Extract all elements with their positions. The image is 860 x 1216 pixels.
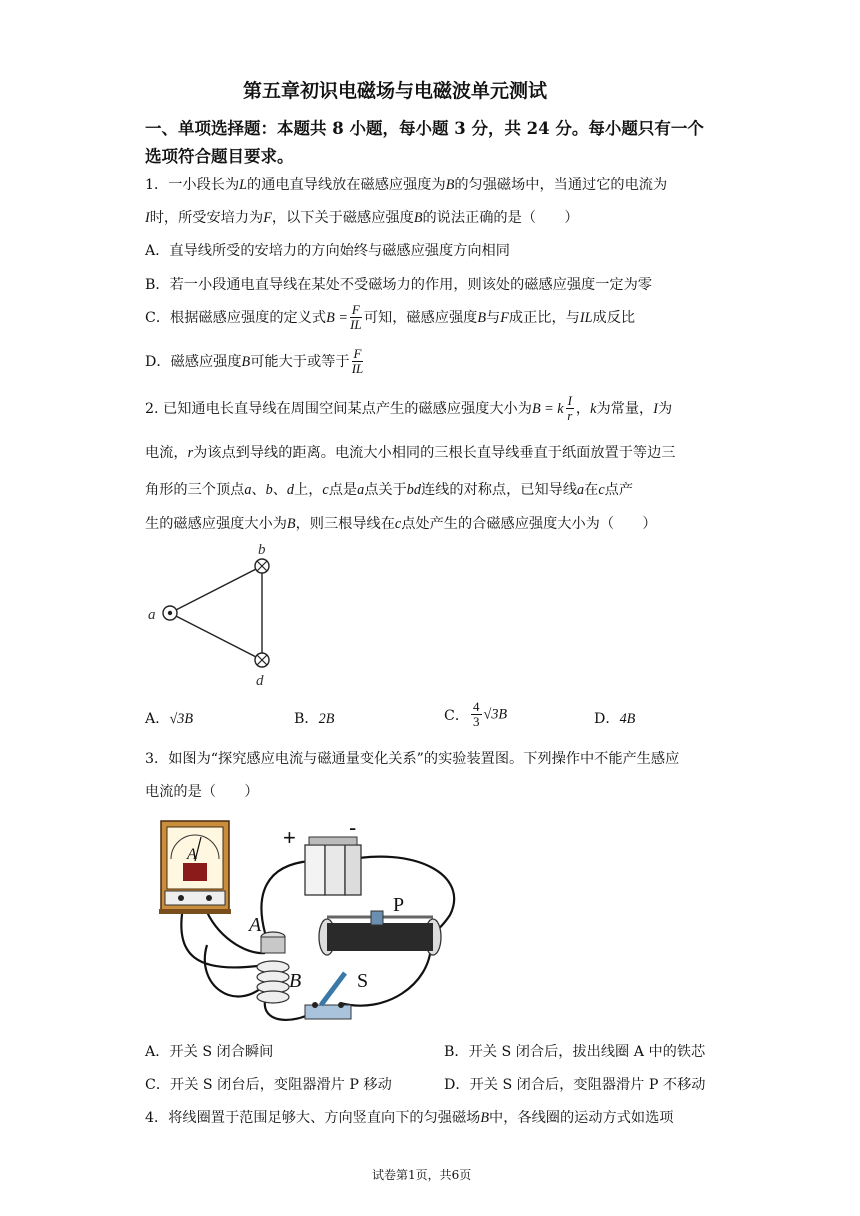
text: 连线的对称点，已知导线	[420, 482, 578, 498]
text: 角形的三个顶点	[145, 482, 245, 498]
text: 、	[251, 482, 266, 498]
fraction-numerator: F	[351, 302, 360, 317]
q3-option-c: C．开关 S 闭台后，变阻器滑片 P 移动	[145, 1077, 392, 1093]
text: 成正比，与	[508, 309, 580, 326]
galvanometer-icon	[159, 821, 231, 914]
wire-a-out-of-page-icon	[163, 606, 177, 620]
text: ，	[575, 400, 591, 417]
text: 成反比	[592, 309, 636, 326]
text: 点处产生的合磁感应强度大小为（ ）	[401, 516, 657, 532]
q2-option-a	[145, 708, 193, 728]
text: ，则三根导线在	[295, 516, 395, 532]
text: 4．将线圈置于范围足够大、方向竖直向下的匀强磁场	[145, 1110, 481, 1126]
coil-icon	[257, 932, 289, 1003]
wire-b-into-page-icon	[255, 559, 269, 573]
fraction-numerator: 4	[473, 699, 480, 714]
var-B: B	[413, 210, 423, 226]
q2-stem-line3	[145, 479, 633, 499]
side-ab	[170, 566, 262, 613]
battery-icon	[305, 837, 361, 895]
text: D．	[594, 711, 620, 727]
var-c: c	[322, 482, 329, 498]
var-b: b	[265, 482, 273, 498]
text: 可知，磁感应强度	[363, 309, 478, 326]
text: B．	[294, 711, 319, 727]
text: 的说法正确的是（ ）	[422, 210, 579, 226]
q2-stem-line1	[145, 394, 672, 424]
equation-lhs: B = k	[531, 400, 564, 417]
text: 电流，	[145, 445, 188, 461]
text: C．根据磁感应强度的定义式	[145, 309, 327, 326]
var-a: a	[244, 482, 252, 498]
q3-stem-line1: 3．如图为“探究感应电流与磁通量变化关系”的实验装置图。下列操作中不能产生感应	[145, 751, 680, 767]
q3-option-a: A．开关 S 闭合瞬间	[145, 1044, 274, 1060]
q1-stem-line1	[145, 174, 667, 194]
var-F: F	[263, 210, 272, 226]
var-r: r	[187, 445, 194, 461]
text: 点是	[328, 482, 358, 498]
text: 点产	[604, 482, 634, 498]
text: 点关于	[364, 482, 407, 498]
text: 在	[584, 482, 599, 498]
equation-lhs: B =	[326, 309, 348, 326]
side-ad	[170, 613, 262, 660]
fraction-i-over-r	[566, 394, 574, 424]
q1-option-d	[145, 347, 365, 377]
var-B: B	[241, 353, 251, 370]
option-value: 2B	[318, 711, 335, 727]
option-value: √3B	[483, 706, 508, 723]
text: A．	[145, 711, 170, 727]
fraction-denominator: 3	[473, 714, 480, 730]
var-c: c	[598, 482, 605, 498]
var-B: B	[445, 177, 455, 193]
switch-label: S	[357, 970, 369, 992]
text: 1．一小段长为	[145, 177, 240, 193]
q2-option-c	[444, 700, 507, 730]
fraction-denominator: r	[567, 408, 573, 424]
q1-option-b: B．若一小段通电直导线在某处不受磁场力的作用，则该处的磁感应强度一定为零	[145, 277, 652, 293]
text: 的通电直导线放在磁感应强度为	[247, 177, 446, 193]
q1-option-c	[145, 303, 635, 333]
var-B: B	[286, 516, 296, 532]
coil-a-label: A	[249, 914, 262, 936]
q2-stem-line2	[145, 442, 676, 462]
var-IL: IL	[579, 309, 593, 326]
text: 中，各线圈的运动方式如选项	[489, 1110, 674, 1126]
var-d: d	[286, 482, 295, 498]
var-B: B	[480, 1110, 490, 1126]
text: D．磁感应强度	[145, 353, 242, 370]
page-footer: 试卷第1页，共6页	[372, 1168, 472, 1182]
var-I: I	[653, 400, 658, 417]
q1-stem-line2	[145, 207, 579, 227]
q3-option-b: B．开关 S 闭合后，拔出线圈 A 中的铁芯	[444, 1044, 706, 1060]
text: 为	[657, 400, 673, 417]
q1-option-a: A．直导线所受的安培力的方向始终与磁感应强度方向相同	[145, 243, 510, 259]
q2-option-b	[294, 708, 334, 728]
rheostat-icon	[319, 911, 441, 955]
text: 时，所受安培力为	[149, 210, 264, 226]
fraction-numerator: F	[353, 346, 362, 361]
label-b: b	[258, 542, 266, 558]
text: 生的磁感应强度大小为	[145, 516, 287, 532]
var-a: a	[357, 482, 365, 498]
var-F: F	[500, 309, 509, 326]
q3-stem-line2: 电流的是（ ）	[145, 784, 259, 800]
text: 的匀强磁场中，当通过它的电流为	[454, 177, 668, 193]
section-heading-line1: 一、单项选择题：本题共 8 小题，每小题 3 分，共 24 分。每小题只有一个	[145, 119, 704, 138]
battery-minus-label: -	[349, 815, 357, 840]
text: 2. 已知通电长直导线在周围空间某点产生的磁感应强度大小为	[145, 400, 532, 417]
var-I: I	[145, 210, 150, 226]
section-heading-line2: 选项符合题目要求。	[145, 147, 294, 166]
fraction-f-over-il	[350, 303, 362, 333]
label-d: d	[256, 673, 264, 689]
var-bd: bd	[406, 482, 421, 498]
fraction-denominator: IL	[351, 361, 364, 377]
text: ，以下关于磁感应强度	[271, 210, 414, 226]
fraction-4-over-3	[471, 700, 482, 730]
var-a: a	[577, 482, 585, 498]
label-a: a	[148, 607, 156, 623]
wire-d-into-page-icon	[255, 653, 269, 667]
fraction-f-over-il	[352, 347, 364, 377]
text: 为该点到导线的距离。电流大小相同的三根长直导线垂直于纸面放置于等边三	[193, 445, 676, 461]
page-title: 第五章初识电磁场与电磁波单元测试	[243, 80, 548, 102]
coil-b-label: B	[289, 970, 302, 992]
var-L: L	[239, 177, 248, 193]
text: 、	[272, 482, 287, 498]
switch-icon	[305, 973, 351, 1019]
q3-option-d: D．开关 S 闭合后，变阻器滑片 P 不移动	[444, 1077, 706, 1093]
option-value: √3B	[169, 711, 193, 727]
text: 可能大于或等于	[250, 353, 350, 370]
text: 上，	[294, 482, 323, 498]
text: 为常量，	[596, 400, 654, 417]
slider-label: P	[393, 894, 405, 916]
fraction-denominator: IL	[350, 317, 362, 333]
q4-stem-line1	[145, 1107, 673, 1127]
var-B: B	[477, 309, 487, 326]
var-k: k	[590, 400, 597, 417]
q2-option-d	[594, 708, 635, 728]
fraction-numerator: I	[567, 393, 572, 408]
text: 与	[486, 309, 501, 326]
option-value: 4B	[619, 711, 636, 727]
var-c: c	[394, 516, 402, 532]
induction-experiment-figure	[155, 815, 475, 1025]
battery-plus-label: +	[283, 825, 296, 850]
q2-stem-line4	[145, 513, 657, 533]
triangle-wires-figure	[140, 540, 290, 690]
text: C．	[444, 707, 470, 724]
meter-label: A	[187, 846, 197, 863]
